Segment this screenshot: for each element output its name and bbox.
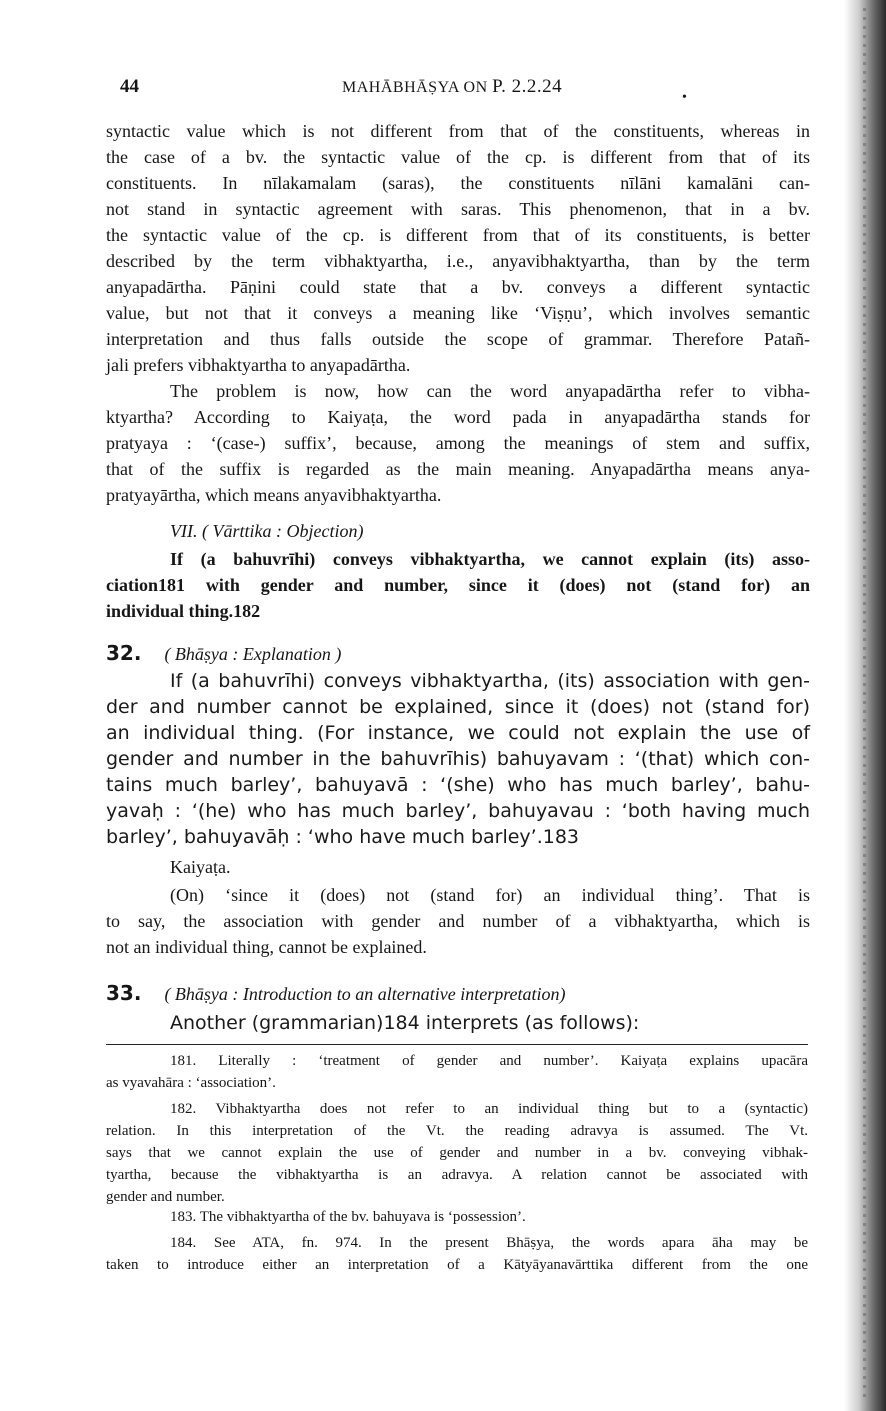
- footnote-line: 182. Vibhaktyartha does not refer to an individual thing but to a (syntactic): [170, 1101, 808, 1117]
- bhasya-line: an individual thing. (For instance, we could not explain the use of: [106, 722, 810, 744]
- kaiyata-commentary: [106, 882, 810, 960]
- paragraph-line: interpretation and thus falls outside the scope of grammar. Therefore Patañ-: [106, 329, 810, 349]
- bhasya-line: gender and number in the bahuvrīhis) bahuyavam : ‘(that) which con-: [106, 748, 810, 770]
- paragraph-line: described by the term vibhaktyartha, i.e., anyavibhaktyartha, than by the term: [106, 251, 810, 271]
- footnote-line: gender and number.: [106, 1189, 225, 1205]
- kaiyata-line: (On) ‘since it (does) not (stand for) an individual thing’. That is: [170, 885, 810, 905]
- paragraph-line: pratyaya : ‘(case-) suffix’, because, among the meanings of stem and suffix,: [106, 433, 810, 453]
- varttika-vii: [106, 518, 810, 544]
- footnote-line: 181. Literally : ‘treatment of gender and number’. Kaiyaṭa explains upacāra: [170, 1053, 808, 1069]
- section-number: 32.: [106, 641, 142, 665]
- paragraph-line: the case of a bv. the syntactic value of the cp. is different from that of its: [106, 147, 810, 167]
- varttika-heading: VII. ( Vārttika : Objection): [170, 521, 364, 541]
- varttika-line: ciation181 with gender and number, since it (does) not (stand for) an: [106, 575, 810, 595]
- running-head: [342, 76, 562, 98]
- section-32-heading: [106, 640, 810, 666]
- section-heading-line: [106, 980, 810, 1006]
- paragraph-line: syntactic value which is not different from that of the constituents, whereas in: [106, 121, 810, 141]
- footnote-line: 183. The vibhaktyartha of the bv. bahuyava is ‘possession’.: [170, 1209, 526, 1225]
- footnote-184: [106, 1232, 808, 1276]
- bhasya-line: yavaḥ : ‘(he) who has much barley’, bahuyavau : ‘both having much: [106, 800, 810, 822]
- paragraph-line: jali prefers vibhaktyartha to anyapadārtha.: [106, 355, 411, 375]
- section-33-heading: [106, 980, 810, 1006]
- footnote-line: says that we cannot explain the use of gender and number in a bv. conveying vibhak-: [106, 1145, 808, 1161]
- paragraph-line: not stand in syntactic agreement with saras. This phenomenon, that in a bv.: [106, 199, 810, 219]
- footnote-line: as vyavahāra : ‘association’.: [106, 1075, 276, 1091]
- section-heading: ( Bhāṣya : Explanation ): [164, 644, 342, 664]
- footnote-line: 184. See ATA, fn. 974. In the present Bhāṣya, the words apara āha may be: [170, 1235, 808, 1251]
- section-number: 33.: [106, 981, 142, 1005]
- page-number: 44: [120, 76, 139, 97]
- section-heading: ( Bhāṣya : Introduction to an alternative interpretation): [164, 984, 566, 1004]
- section-33-bhasya: [106, 1010, 810, 1036]
- kaiyata-line: to say, the association with gender and number of a vibhaktyartha, which is: [106, 911, 810, 931]
- running-head-section: P. 2.2.24: [492, 76, 563, 97]
- paragraph-line: value, but not that it conveys a meaning like ‘Viṣṇu’, which involves semantic: [106, 303, 810, 323]
- footnote-181: [106, 1050, 808, 1094]
- footnote-183: [106, 1206, 808, 1228]
- kaiyata-line: not an individual thing, cannot be explained.: [106, 937, 427, 957]
- page-header: [120, 76, 810, 106]
- paragraph-line: The problem is now, how can the word anyapadārtha refer to vibha-: [170, 381, 810, 401]
- footnote-line: tyartha, because the vibhaktyartha is an adravya. A relation cannot be associated with: [106, 1167, 808, 1183]
- paragraph-1: [106, 118, 810, 378]
- paragraph-2: [106, 378, 810, 508]
- paragraph-line: constituents. In nīlakamalam (saras), the constituents nīlāni kamalāni can-: [106, 173, 810, 193]
- bhasya-line: If (a bahuvrīhi) conveys vibhaktyartha, (its) association with gen-: [170, 670, 810, 692]
- paragraph-line: anyapadārtha. Pāṇini could state that a bv. conveys a different syntactic: [106, 277, 810, 297]
- bhasya-line: barley’, bahuyavāḥ : ‘who have much barley’.183: [106, 826, 580, 848]
- footnote-line: taken to introduce either an interpretation of a Kātyāyanavārttika different from the one: [106, 1257, 808, 1273]
- paragraph-line: that of the suffix is regarded as the main meaning. Anyapadārtha means anya-: [106, 459, 810, 479]
- paragraph-line: pratyayārtha, which means anyavibhaktyartha.: [106, 485, 442, 505]
- varttika-line: individual thing.182: [106, 601, 261, 621]
- footnote-line: relation. In this interpretation of the Vt. the reading adravya is assumed. The Vt.: [106, 1123, 808, 1139]
- section-heading-line: [106, 640, 810, 666]
- ink-dot: •: [682, 90, 687, 105]
- paragraph-line: ktyartha? According to Kaiyaṭa, the word pada in anyapadārtha stands for: [106, 407, 810, 427]
- kaiyata-label: [106, 854, 810, 880]
- scan-edge-noise: [863, 8, 866, 1398]
- running-head-title: MAHĀBHĀṢYA ON: [342, 79, 488, 96]
- bhasya-line: Another (grammarian)184 interprets (as follows):: [170, 1012, 640, 1034]
- bhasya-line: tains much barley’, bahuyavā : ‘(she) who has much barley’, bahu-: [106, 774, 810, 796]
- footnote-rule: [106, 1044, 808, 1045]
- kaiyata-heading: Kaiyaṭa.: [170, 857, 231, 877]
- section-32-bhasya: [106, 668, 810, 850]
- paragraph-line: the syntactic value of the cp. is different from that of its constituents, is better: [106, 225, 810, 245]
- footnote-182: [106, 1098, 808, 1208]
- bhasya-line: der and number cannot be explained, since it (does) not (stand for): [106, 696, 810, 718]
- varttika-text: [106, 546, 810, 624]
- varttika-line: If (a bahuvrīhi) conveys vibhaktyartha, we cannot explain (its) asso-: [170, 549, 810, 569]
